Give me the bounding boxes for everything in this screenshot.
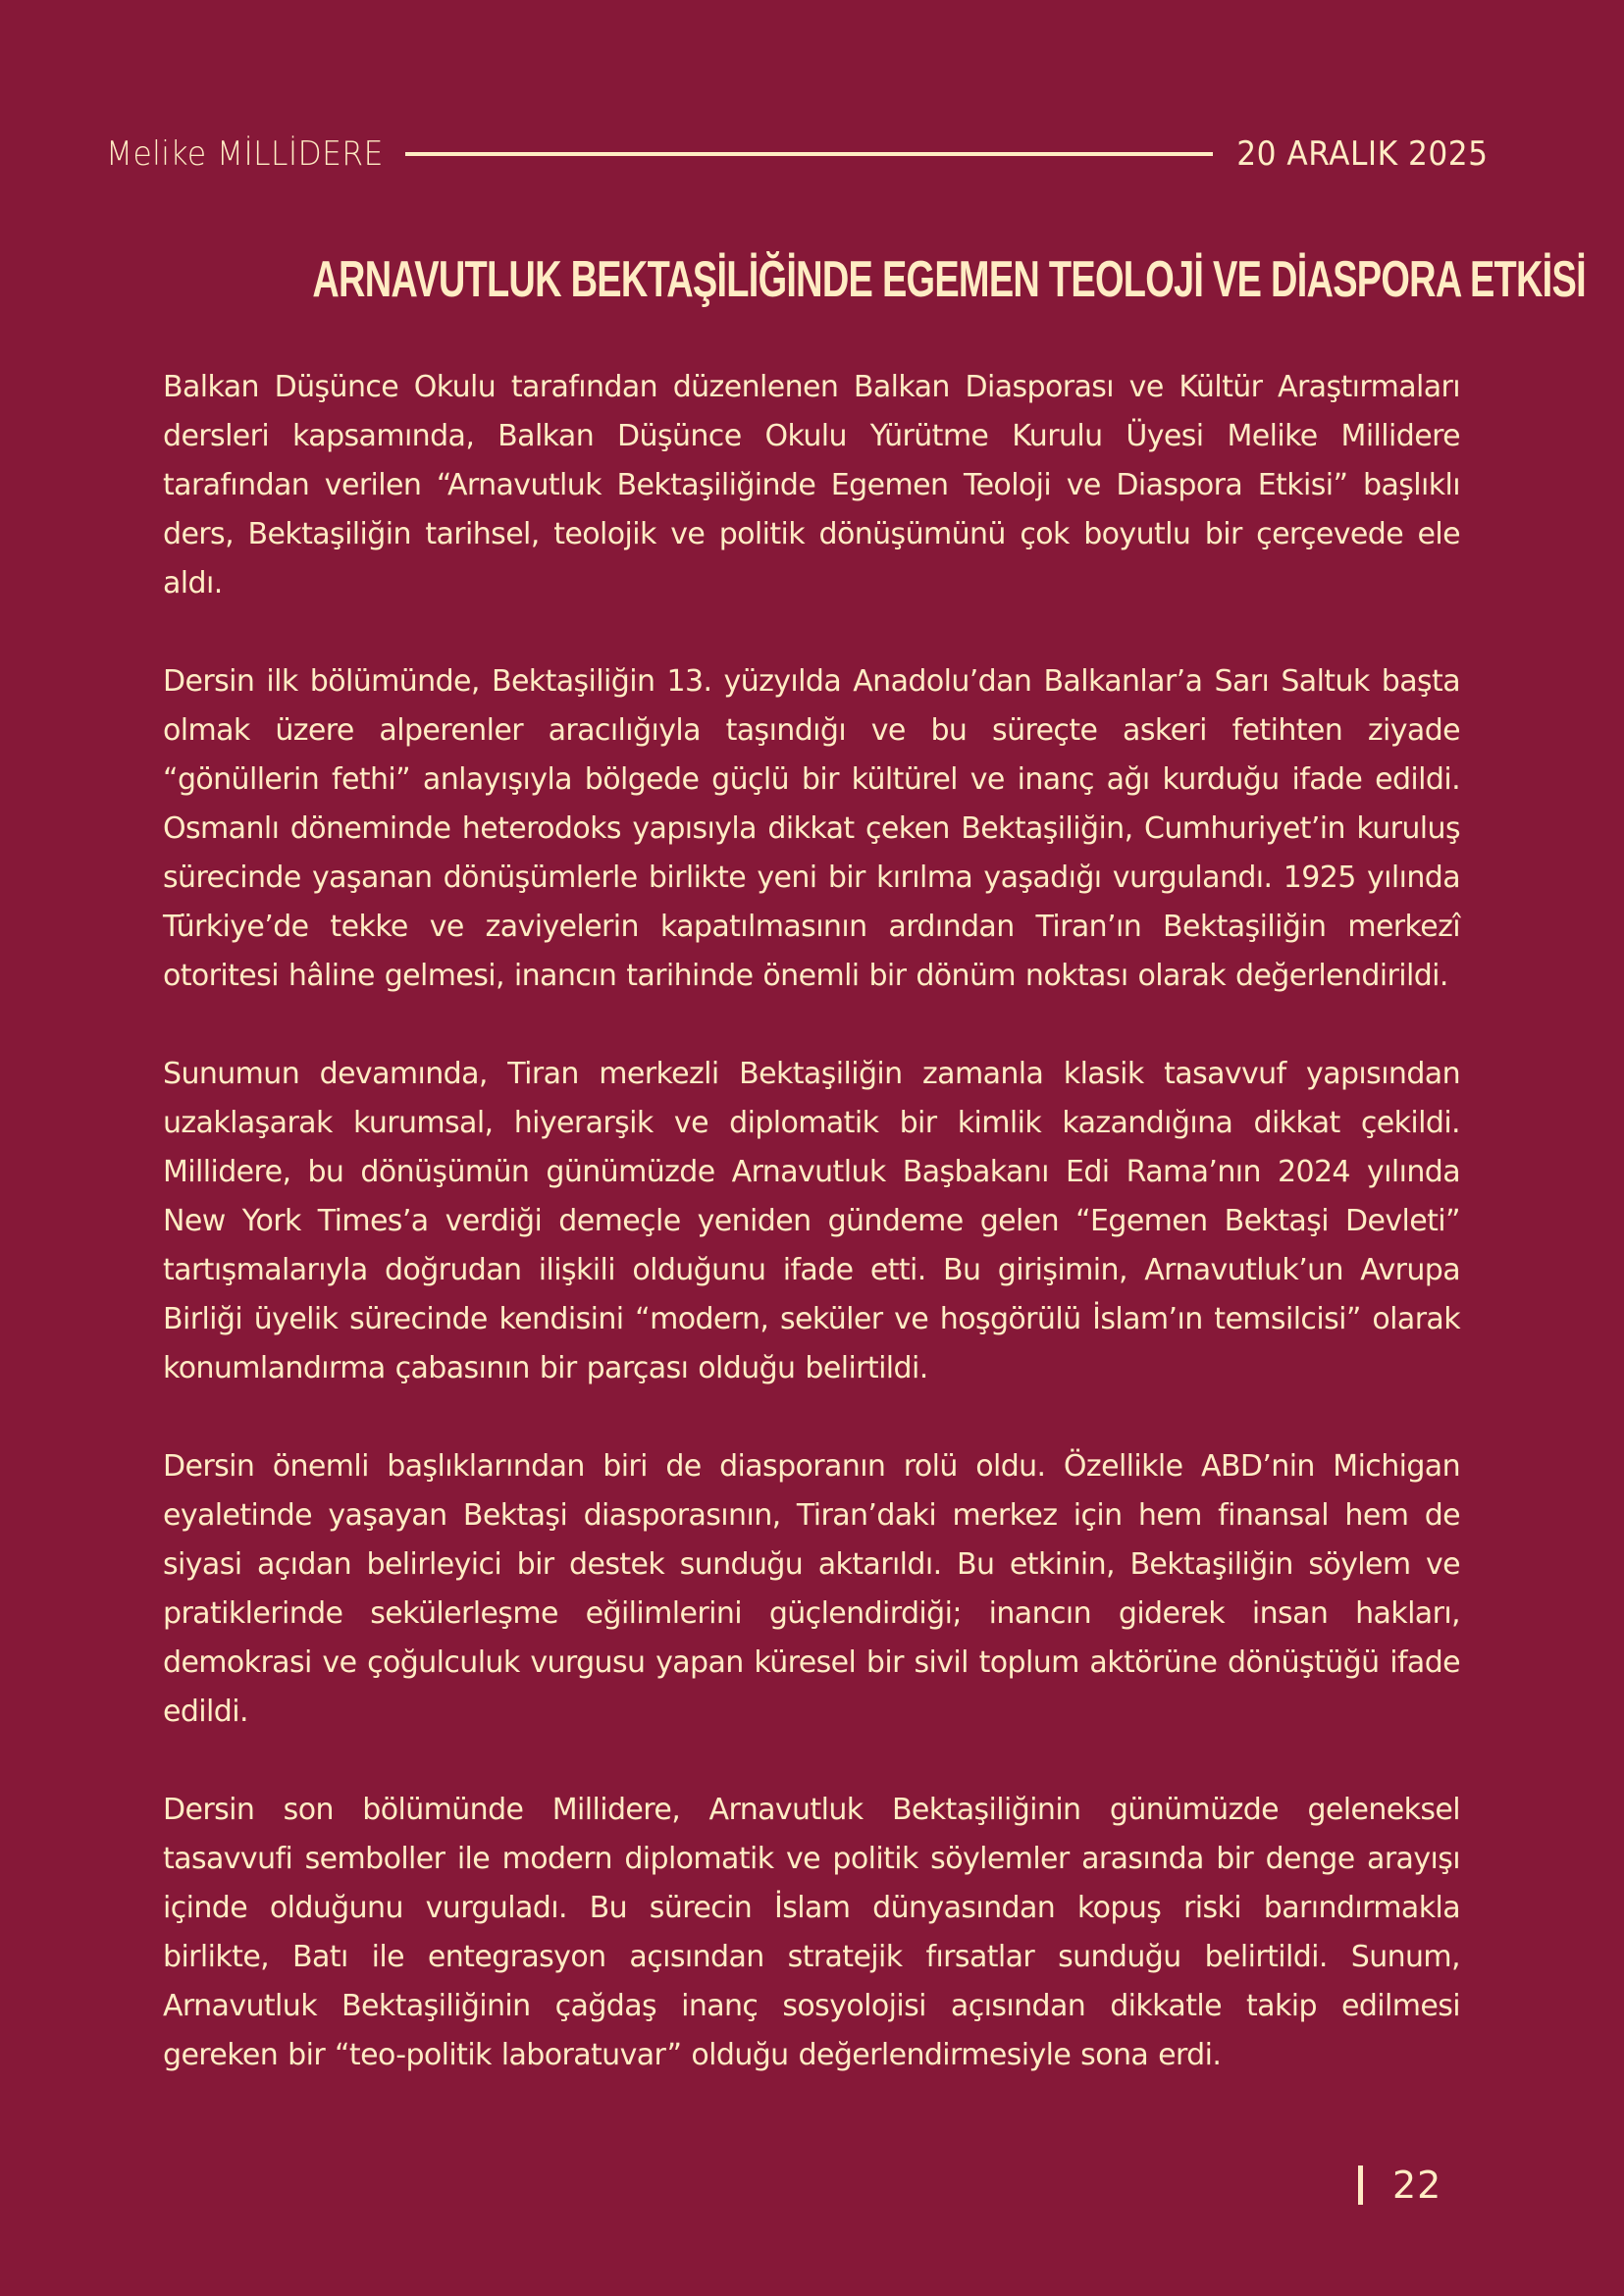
header-divider	[405, 152, 1212, 156]
author-name: Melike MİLLİDERE	[106, 134, 384, 174]
article-title: ARNAVUTLUK BEKTAŞİLİĞİNDE EGEMEN TEOLOJİ VE DİASPORA ETKİSİ	[312, 251, 1586, 308]
paragraph-1: Balkan Düşünce Okulu tarafından düzenlenen Balkan Diasporası ve Kültür Araştırmaları dersleri kapsamında, Balkan Düşünce Okulu Yürütme Kurulu Üyesi Melike Millidere tarafından verilen “Arnavutluk Bektaşiliğinde Egemen Teoloji ve Diaspora Etkisi” başlıklı ders, Bektaşiliğin tarihsel, teolojik ve politik dönüşümünü çok boyutlu bir çerçevede ele aldı.	[163, 370, 1460, 600]
page-header	[106, 130, 1488, 179]
page-number: 22	[1392, 2164, 1442, 2207]
article-body	[163, 363, 1460, 2129]
publication-date: 20 ARALIK 2025	[1235, 134, 1488, 174]
paragraph-2: Dersin ilk bölümünde, Bektaşiliğin 13. yüzyılda Anadolu’dan Balkanlar’a Sarı Saltuk başta olmak üzere alperenler aracılığıyla taşındığı ve bu süreçte askeri fetihten ziyade “gönüllerin fethi” anlayışıyla bölgede güçlü bir kültürel ve inanç ağı kurduğu ifade edildi. Osmanlı döneminde heterodoks yapısıyla dikkat çeken Bektaşiliğin, Cumhuriyet’in kuruluş sürecinde yaşanan dönüşümlerle birlikte yeni bir kırılma yaşadığı vurgulandı. 1925 yılında Türkiye’de tekke ve zaviyelerin kapatılmasının ardından Tiran’ın Bektaşiliğin merkezî otoritesi hâline gelmesi, inancın tarihinde önemli bir dönüm noktası olarak değerlendirildi.	[163, 664, 1460, 993]
page-footer	[1358, 2161, 1441, 2210]
paragraph-5: Dersin son bölümünde Millidere, Arnavutluk Bektaşiliğinin günümüzde geleneksel tasavvufi semboller ile modern diplomatik ve politik söylemler arasında bir denge arayışı içinde olduğunu vurguladı. Bu sürecin İslam dünyasından kopuş riski barındırmakla birlikte, Batı ile entegrasyon açısından stratejik fırsatlar sunduğu belirtildi. Sunum, Arnavutluk Bektaşiliğinin çağdaş inanç sosyolojisi açısından dikkatle takip edilmesi gereken bir “teo-politik laboratuvar” olduğu değerlendirmesiyle sona erdi.	[163, 1793, 1460, 2072]
paragraph-4: Dersin önemli başlıklarından biri de diasporanın rolü oldu. Özellikle ABD’nin Michigan eyaletinde yaşayan Bektaşi diasporasının, Tiran’daki merkez için hem finansal hem de siyasi açıdan belirleyici bir destek sunduğu aktarıldı. Bu etkinin, Bektaşiliğin söylem ve pratiklerinde sekülerleşme eğilimlerini güçlendirdiği; inancın giderek insan hakları, demokrasi ve çoğulculuk vurgusu yapan küresel bir sivil toplum aktörüne dönüştüğü ifade edildi.	[163, 1449, 1460, 1729]
footer-divider	[1358, 2166, 1363, 2205]
paragraph-3: Sunumun devamında, Tiran merkezli Bektaşiliğin zamanla klasik tasavvuf yapısından uzaklaşarak kurumsal, hiyerarşik ve diplomatik bir kimlik kazandığına dikkat çekildi. Millidere, bu dönüşümün günümüzde Arnavutluk Başbakanı Edi Rama’nın 2024 yılında New York Times’a verdiği demeçle yeniden gündeme gelen “Egemen Bektaşi Devleti” tartışmalarıyla doğrudan ilişkili olduğunu ifade etti. Bu girişimin, Arnavutluk’un Avrupa Birliği üyelik sürecinde kendisini “modern, seküler ve hoşgörülü İslam’ın temsilcisi” olarak konumlandırma çabasının bir parçası olduğu belirtildi.	[163, 1057, 1460, 1385]
